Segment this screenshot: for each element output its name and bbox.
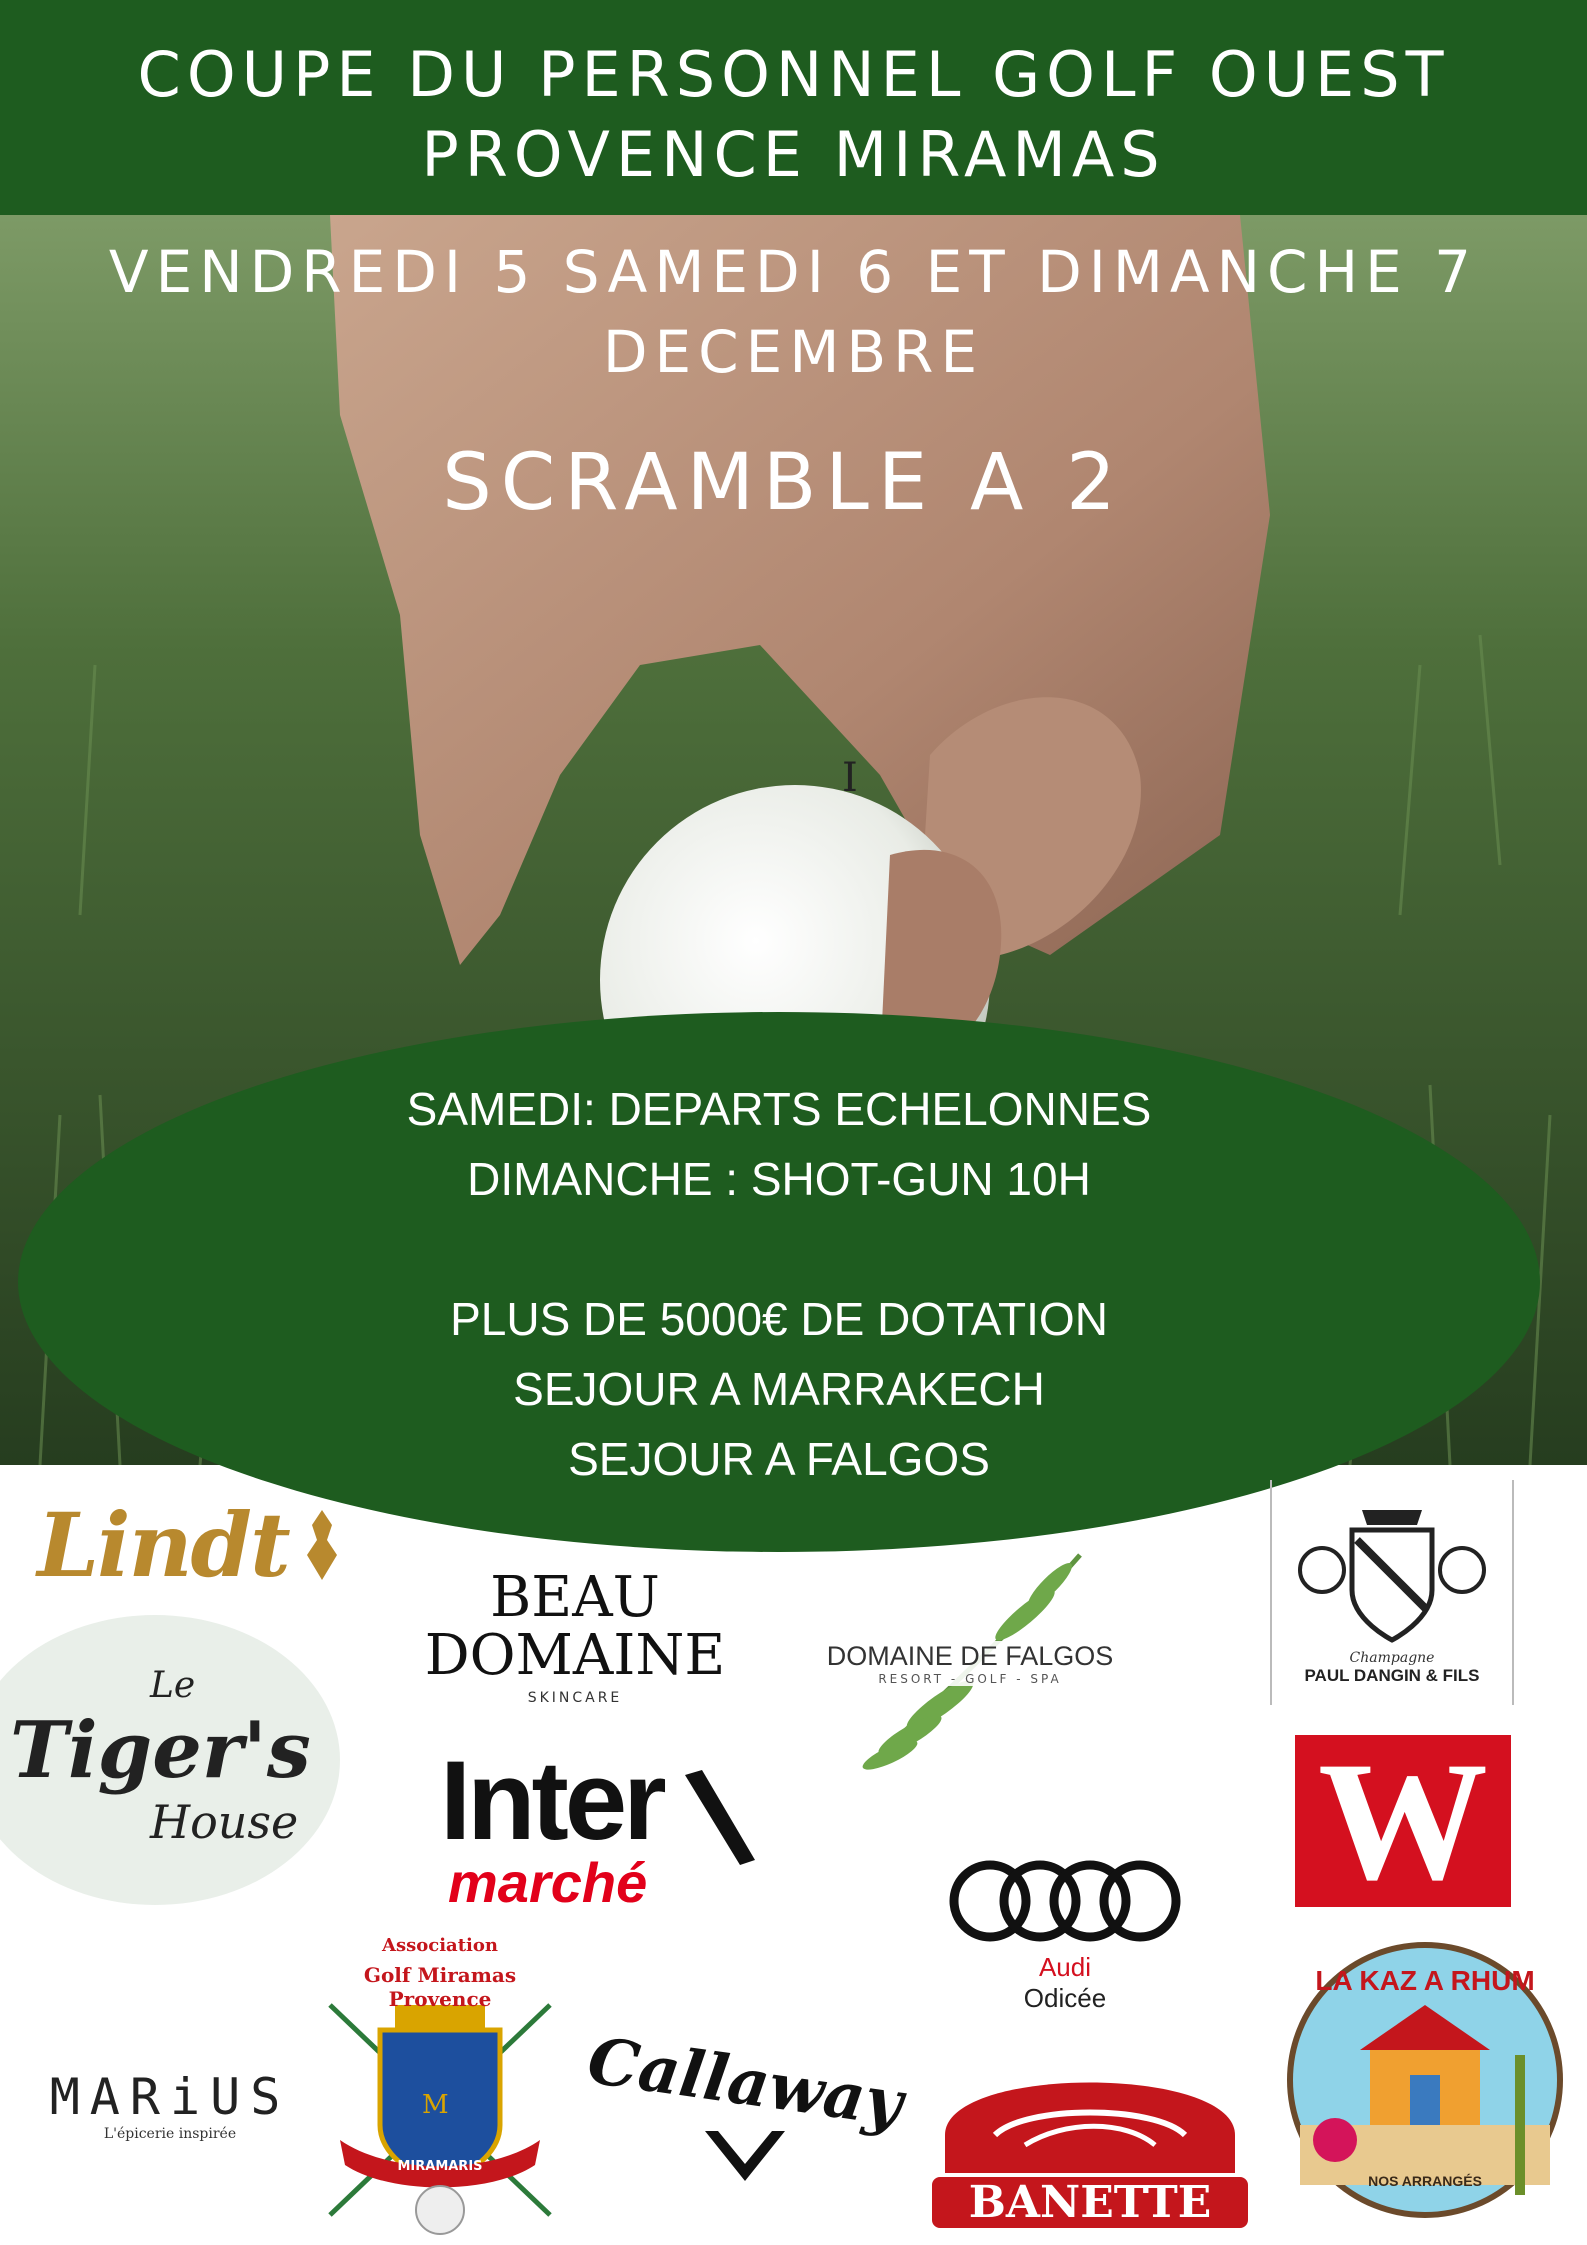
association-letter: M	[422, 2090, 449, 2120]
intermarche-swoosh-icon	[680, 1765, 760, 1885]
audi-dealer: Odicée	[1023, 1983, 1107, 2013]
marius-tagline: L'épicerie inspirée	[103, 2126, 237, 2142]
paul-dangin-logo	[1270, 1480, 1514, 1705]
audi-brand: Audi	[1038, 1952, 1092, 1982]
tigers-house-le: Le	[150, 1665, 196, 1706]
wilson-w: W	[1318, 1727, 1488, 1915]
beau-domaine-line2: DOMAINE	[424, 1622, 726, 1688]
association-line1: Association	[382, 1935, 498, 1956]
format-title: SCRAMBLE A 2	[442, 438, 1125, 528]
association-line2: Golf Miramas Provence	[363, 1963, 517, 2011]
info-line-sunday: DIMANCHE : SHOT-GUN 10H	[467, 1153, 1091, 1205]
tigers-house-house: House	[150, 1795, 299, 1849]
banette-wordmark: BANETTE	[968, 2177, 1212, 2228]
dates-line2: DECEMBRE	[602, 318, 985, 386]
paul-dangin-label: Champagne	[1349, 1649, 1435, 1666]
intermarche-marche: marché	[448, 1851, 648, 1914]
callaway-logo	[583, 2022, 907, 2205]
marius-logo	[35, 2060, 305, 2150]
association-banner-text: MIRAMARIS	[397, 2159, 483, 2174]
intermarche-inter: Inter	[440, 1738, 663, 1863]
header-banner	[0, 0, 1587, 215]
info-line-falgos: SEJOUR A FALGOS	[568, 1433, 990, 1485]
paul-dangin-name: PAUL DANGIN & FILS	[1304, 1665, 1480, 1685]
falgos-logo	[810, 1545, 1130, 1775]
info-line-marrakech: SEJOUR A MARRAKECH	[513, 1363, 1045, 1415]
falgos-tagline: RESORT - GOLF - SPA	[878, 1672, 1062, 1686]
intermarche-logo	[440, 1738, 760, 1915]
dates-line1: VENDREDI 5 SAMEDI 6 ET DIMANCHE 7	[108, 238, 1479, 306]
tigers-house-logo	[0, 1615, 340, 1905]
event-title-line1: COUPE DU PERSONNEL GOLF OUEST	[137, 38, 1450, 111]
falgos-name: DOMAINE DE FALGOS	[826, 1641, 1114, 1671]
banette-logo	[915, 2025, 1265, 2235]
kaz-a-rhum-logo	[1280, 1935, 1570, 2225]
marius-name: MARiUS	[49, 2068, 291, 2126]
info-line-prizes: PLUS DE 5000€ DE DOTATION	[450, 1293, 1108, 1345]
association-golf-miramas-logo	[310, 1925, 570, 2235]
audi-logo	[940, 1850, 1190, 2020]
info-line-saturday: SAMEDI: DEPARTS ECHELONNES	[406, 1083, 1152, 1135]
beau-domaine-logo	[420, 1565, 730, 1710]
paul-dangin-crest-icon	[1292, 1500, 1492, 1650]
lindt-logo	[12, 1490, 372, 1600]
event-title-line2: PROVENCE MIRAMAS	[421, 118, 1166, 191]
tigers-house-tigers: Tiger's	[10, 1705, 311, 1796]
text-cursor-glyph: I	[842, 755, 858, 801]
audi-rings-icon	[945, 1856, 1185, 1946]
kaz-a-rhum-name: LA KAZ A RHUM	[1315, 1965, 1535, 1996]
callaway-chevron-icon	[700, 2126, 790, 2186]
lindt-crest-icon	[297, 1505, 347, 1585]
callaway-wordmark: Callaway	[583, 2022, 907, 2142]
wilson-logo	[1295, 1727, 1511, 1915]
beau-domaine-line3: SKINCARE	[527, 1689, 623, 1706]
lindt-wordmark: Lindt	[37, 1493, 289, 1597]
beau-domaine-line1: BEAU	[490, 1564, 660, 1630]
kaz-a-rhum-tagline: NOS ARRANGÉS	[1368, 2173, 1482, 2189]
